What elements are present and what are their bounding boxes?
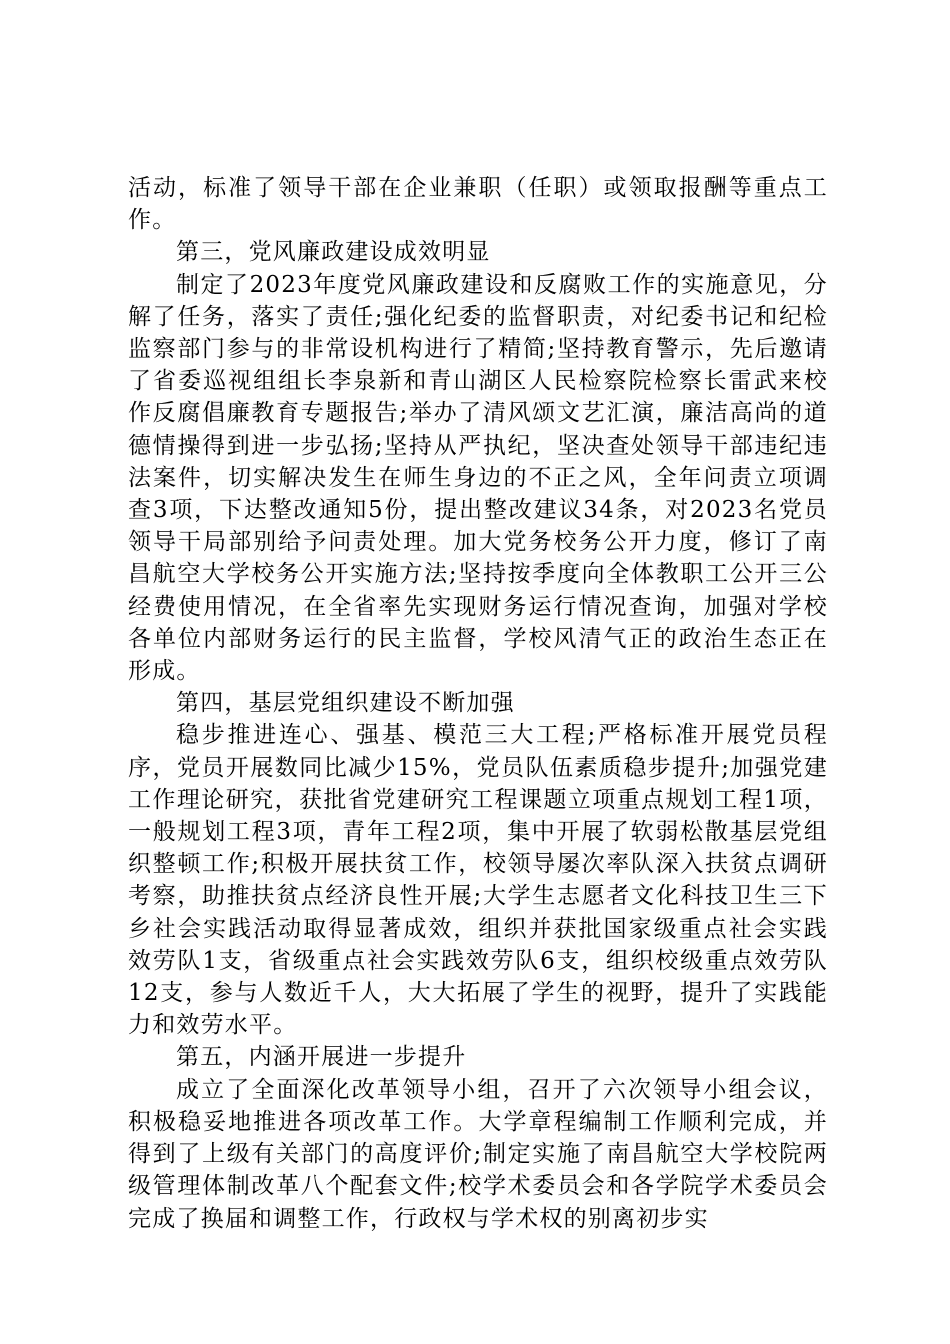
paragraph-integrity: 制定了2023年度党风廉政建设和反腐败工作的实施意见，分解了任务，落实了责任;强化纪委的监督职责，对纪委书记和纪检监察部门参与的非常设机构进行了精简;坚持教育警示，先后邀请了省委巡视组组长李泉新和青山湖区人民检察院检察长雷武来校作反腐倡廉教育专题报告;举办了清风颂文艺汇演，廉洁高尚的道德情操得到进一步弘扬;坚持从严执纪，坚决查处领导干部违纪违法案件，切实解决发生在师生身边的不正之风，全年问责立项调查3项，下达整改通知5份，提出整改建议34条，对2023名党员领导干局部别给予问责处理。加大党务校务公开力度，修订了南昌航空大学校务公开实施方法;坚持按季度向全体教职工公开三公经费使用情况，在全省率先实现财务运行情况查询，加强对学校各单位内部财务运行的民主监督，学校风清气正的政治生态正在形成。 [128, 271, 828, 685]
paragraph-reform: 成立了全面深化改革领导小组，召开了六次领导小组会议，积极稳妥地推进各项改革工作。大学章程编制工作顺利完成，并得到了上级有关部门的高度评价;制定实施了南昌航空大学校院两级管理体制改革八个配套文件;校学术委员会和各学院学术委员会完成了换届和调整工作，行政权与学术权的别离初步实 [128, 1076, 828, 1232]
paragraph-grassroots: 稳步推进连心、强基、模范三大工程;严格标准开展党员程序，党员开展数同比减少15%，党员队伍素质稳步提升;加强党建工作理论研究，获批省党建研究工程课题立项重点规划工程1项，一般规划工程3项，青年工程2项，集中开展了软弱松散基层党组织整顿工作;积极开展扶贫工作，校领导屡次率队深入扶贫点调研考察，助推扶贫点经济良性开展;大学生志愿者文化科技卫生三下乡社会实践活动取得显著成效，组织并获批国家级重点社会实践效劳队1支，省级重点社会实践效劳队6支，组织校级重点效劳队12支，参与人数近千人，大大拓展了学生的视野，提升了实践能力和效劳水平。 [128, 722, 828, 1039]
document-body [128, 172, 828, 1235]
paragraph-continuation: 活动，标准了领导干部在企业兼职（任职）或领取报酬等重点工作。 [128, 175, 828, 234]
section-heading-fourth: 第四，基层党组织建设不断加强 [176, 690, 515, 717]
section-heading-fifth: 第五，内涵开展进一步提升 [176, 1044, 467, 1071]
section-heading-third: 第三，党风廉政建设成效明显 [176, 239, 491, 266]
